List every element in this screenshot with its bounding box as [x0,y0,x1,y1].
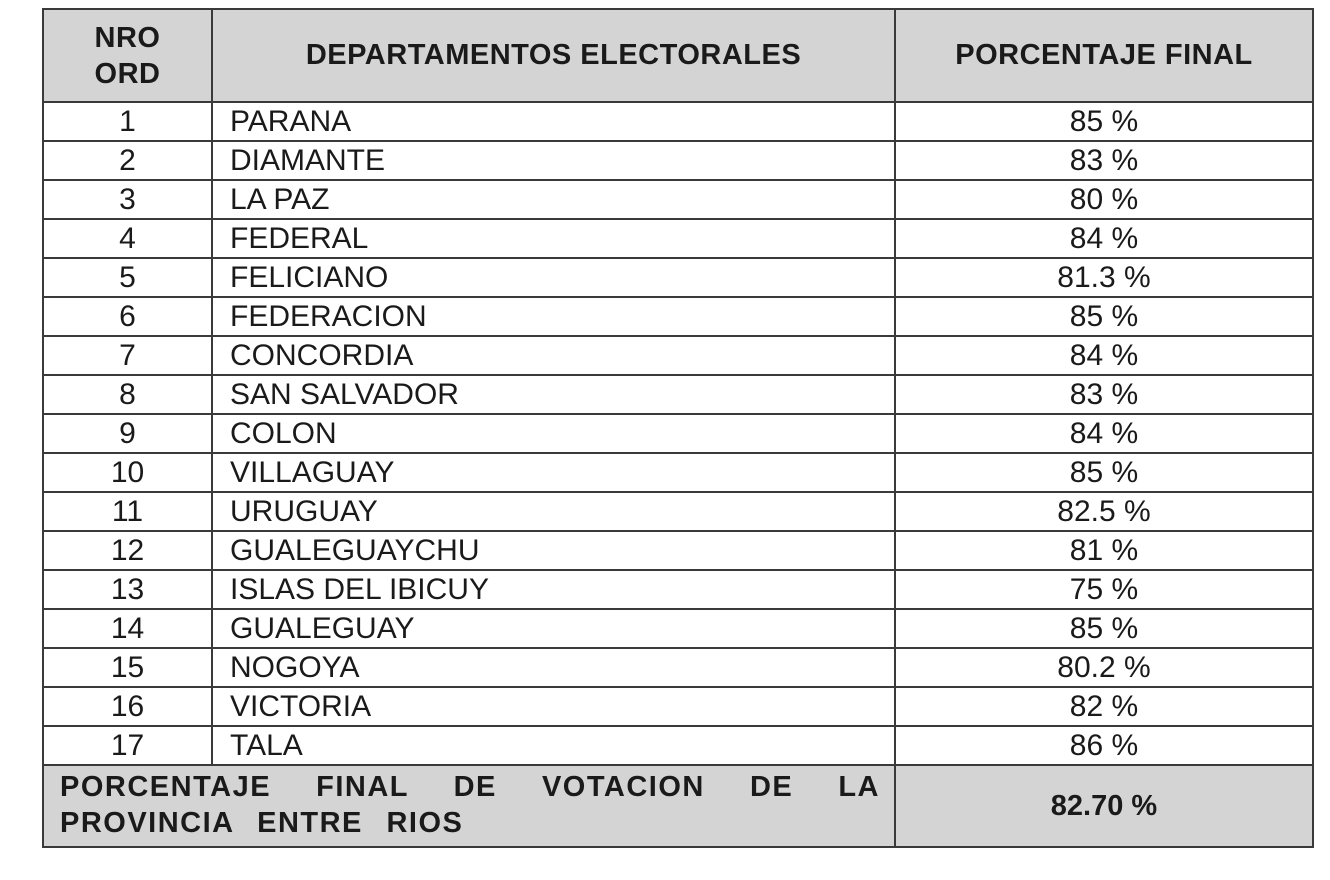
row-departamento: SAN SALVADOR [212,375,895,414]
row-nro: 7 [43,336,212,375]
row-porcentaje: 81 % [895,531,1313,570]
header-ord: ORD [94,57,161,90]
table-row [43,570,1313,609]
table-row [43,609,1313,648]
row-nro: 16 [43,687,212,726]
row-departamento: PARANA [212,102,895,141]
table-row [43,453,1313,492]
header-nro-ord [43,9,212,102]
footer-row [43,765,1313,847]
row-departamento: ISLAS DEL IBICUY [212,570,895,609]
footer-total: 82.70 % [895,765,1313,847]
header-row [43,9,1313,102]
row-departamento: CONCORDIA [212,336,895,375]
table-row [43,414,1313,453]
row-departamento: TALA [212,726,895,765]
table-row [43,687,1313,726]
row-departamento: VILLAGUAY [212,453,895,492]
row-departamento: NOGOYA [212,648,895,687]
row-porcentaje: 82.5 % [895,492,1313,531]
row-nro: 13 [43,570,212,609]
row-nro: 8 [43,375,212,414]
row-departamento: DIAMANTE [212,141,895,180]
results-table [42,8,1314,848]
row-departamento: FEDERACION [212,297,895,336]
row-departamento: GUALEGUAY [212,609,895,648]
table-row [43,102,1313,141]
row-departamento: COLON [212,414,895,453]
row-porcentaje: 85 % [895,297,1313,336]
row-departamento: FELICIANO [212,258,895,297]
table-row [43,258,1313,297]
row-nro: 1 [43,102,212,141]
row-porcentaje: 75 % [895,570,1313,609]
row-porcentaje: 86 % [895,726,1313,765]
row-porcentaje: 85 % [895,609,1313,648]
row-nro: 4 [43,219,212,258]
row-porcentaje: 80.2 % [895,648,1313,687]
table-row [43,726,1313,765]
table-row [43,180,1313,219]
table-row [43,219,1313,258]
row-departamento: FEDERAL [212,219,895,258]
row-departamento: VICTORIA [212,687,895,726]
row-porcentaje: 81.3 % [895,258,1313,297]
row-nro: 5 [43,258,212,297]
table-row [43,297,1313,336]
header-porcentaje: PORCENTAJE FINAL [895,9,1313,102]
row-porcentaje: 82 % [895,687,1313,726]
table-row [43,648,1313,687]
row-nro: 9 [43,414,212,453]
header-nro: NRO [94,21,161,54]
table-row [43,531,1313,570]
table-row [43,141,1313,180]
row-nro: 6 [43,297,212,336]
table-row [43,492,1313,531]
row-nro: 17 [43,726,212,765]
row-nro: 2 [43,141,212,180]
row-porcentaje: 83 % [895,141,1313,180]
row-porcentaje: 85 % [895,453,1313,492]
table-row [43,336,1313,375]
row-departamento: GUALEGUAYCHU [212,531,895,570]
row-nro: 12 [43,531,212,570]
header-departamentos: DEPARTAMENTOS ELECTORALES [212,9,895,102]
row-porcentaje: 80 % [895,180,1313,219]
footer-label: PORCENTAJE FINAL DE VOTACION DE LA PROVINCIA ENTRE RIOS [43,765,895,847]
row-nro: 14 [43,609,212,648]
row-porcentaje: 84 % [895,336,1313,375]
row-departamento: LA PAZ [212,180,895,219]
row-porcentaje: 84 % [895,414,1313,453]
row-porcentaje: 84 % [895,219,1313,258]
row-porcentaje: 83 % [895,375,1313,414]
row-nro: 15 [43,648,212,687]
row-departamento: URUGUAY [212,492,895,531]
row-nro: 11 [43,492,212,531]
row-porcentaje: 85 % [895,102,1313,141]
row-nro: 3 [43,180,212,219]
row-nro: 10 [43,453,212,492]
table-row [43,375,1313,414]
